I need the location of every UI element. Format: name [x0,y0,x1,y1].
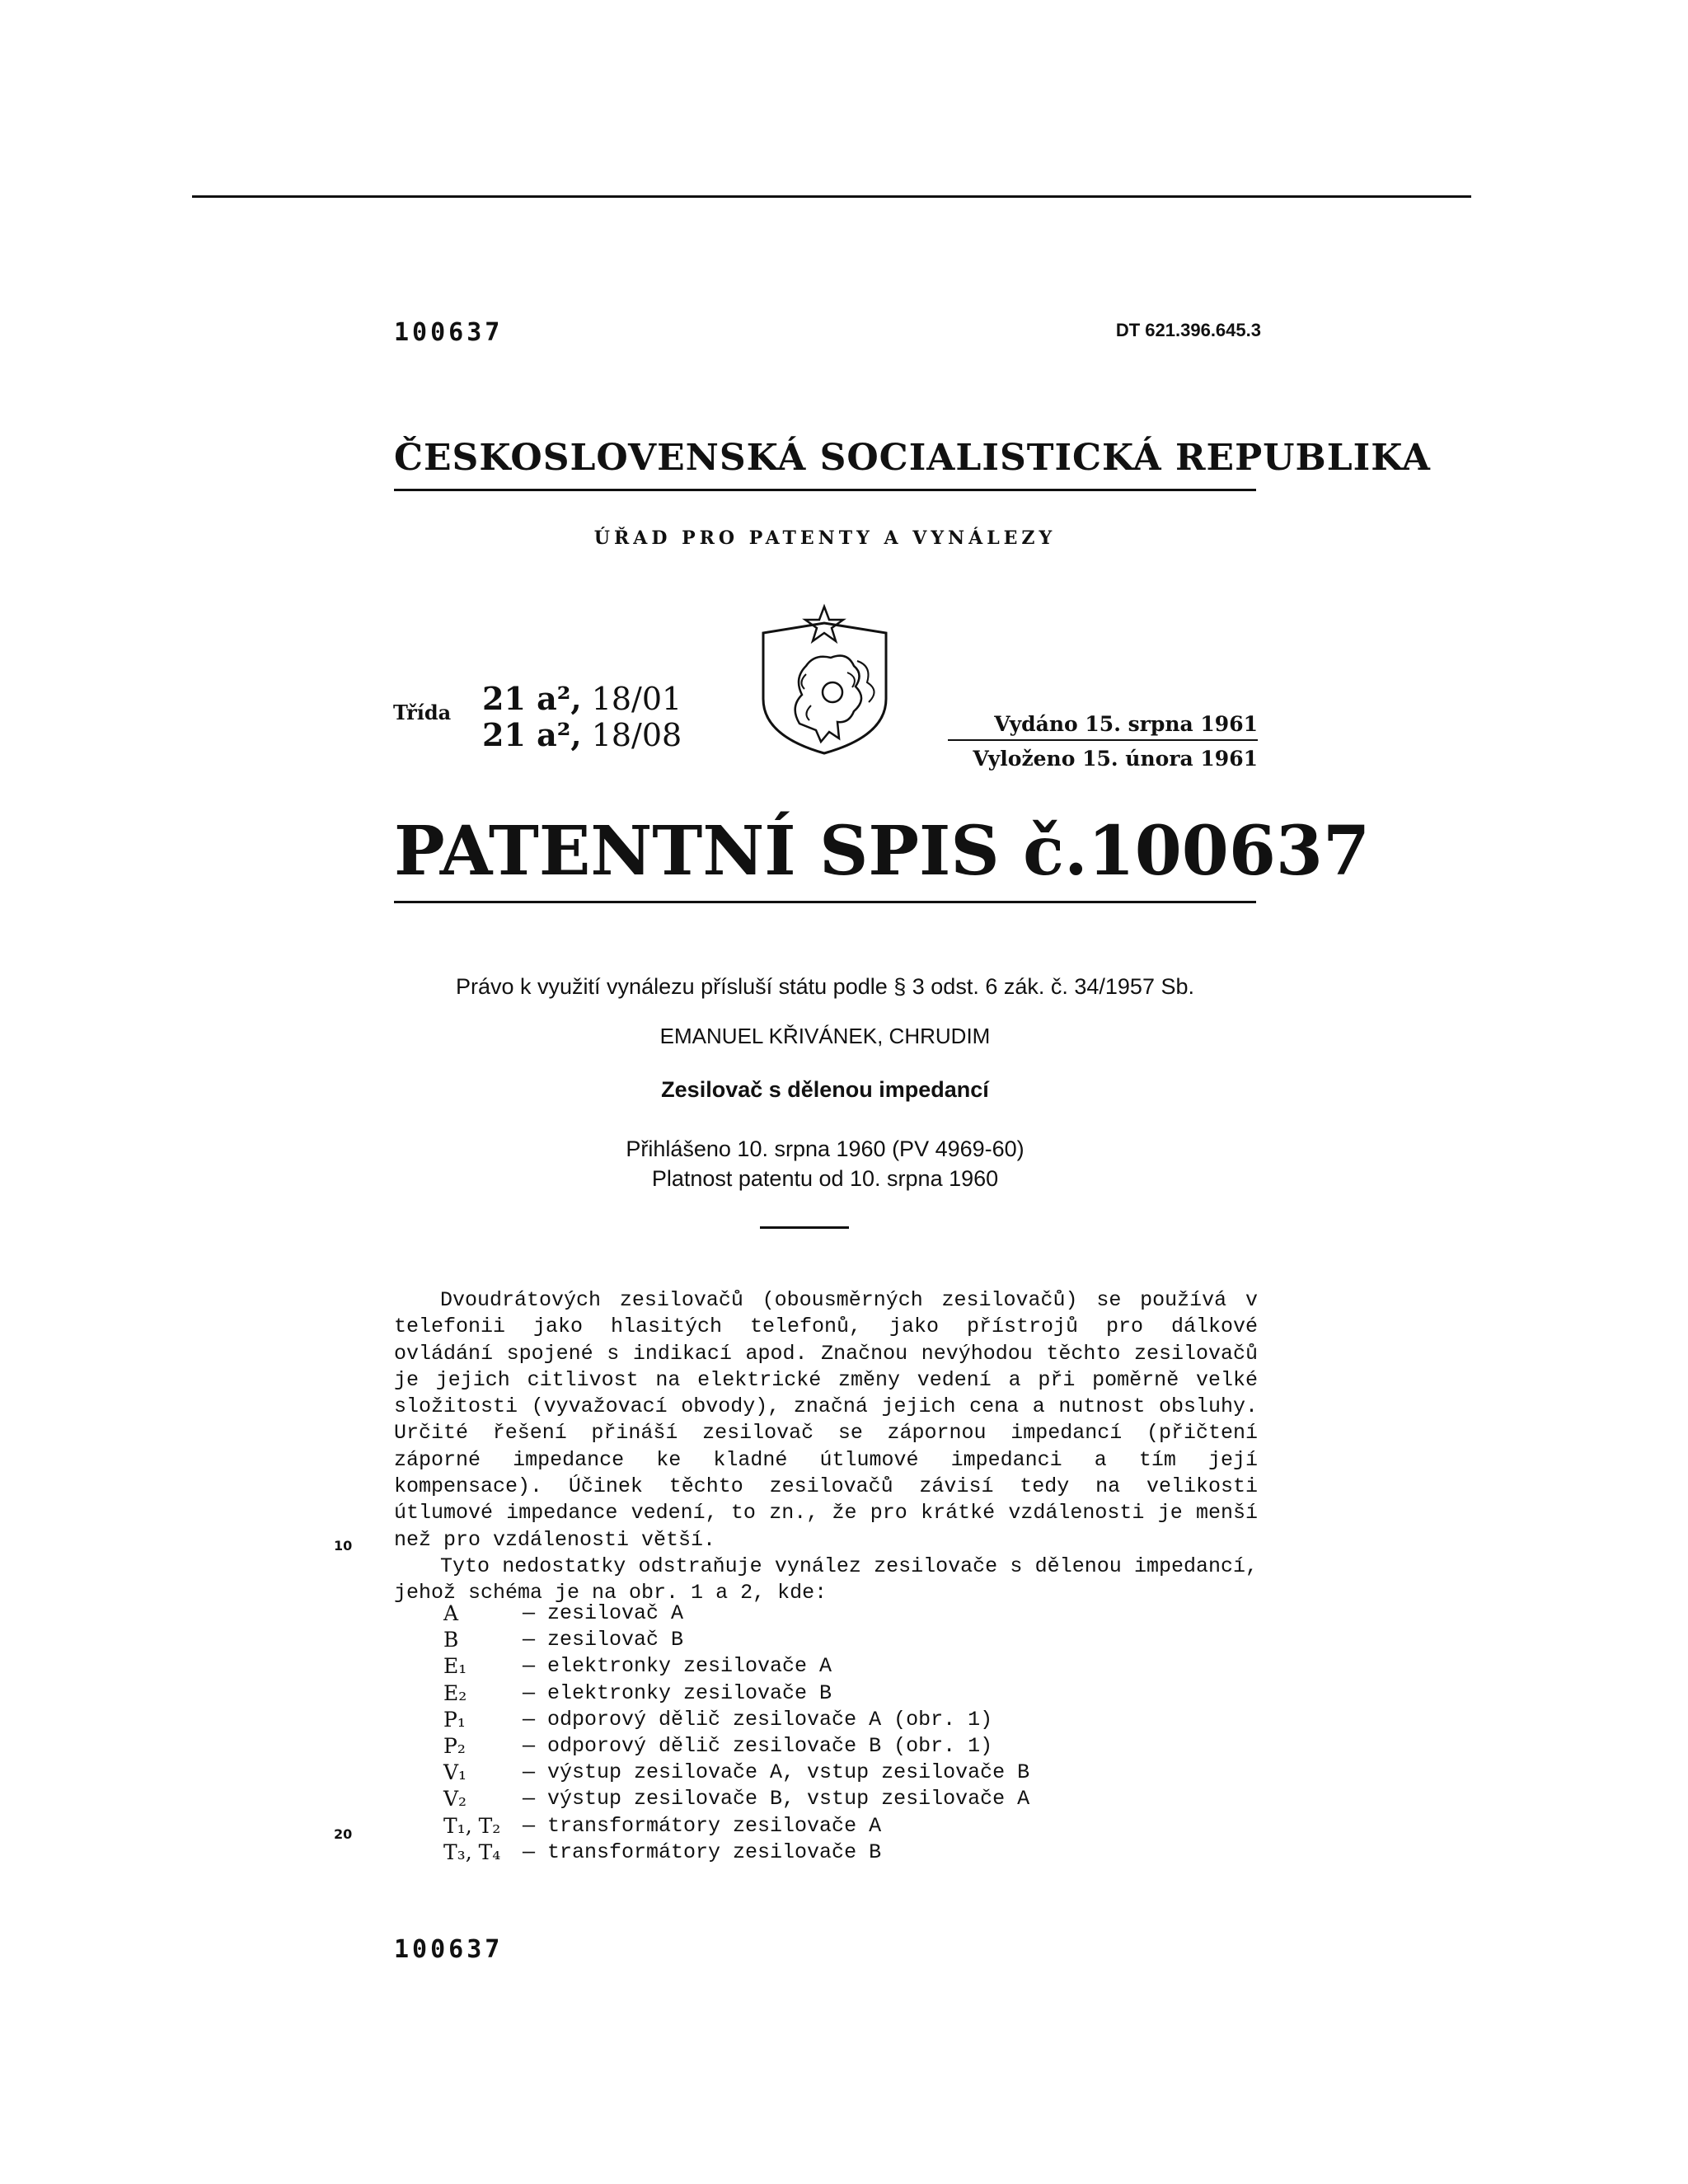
legend-row: V₁ — výstup zesilovače A, vstup zesilovače B [443,1760,1030,1785]
line-number: 10 [334,1538,353,1554]
line-number: 20 [334,1826,353,1842]
filing-info [394,1134,1256,1193]
class-entry: 21 a², 18/08 [482,716,682,753]
inventor-name: EMANUEL KŘIVÁNEK, CHRUDIM [659,1024,991,1048]
class-entry: 21 a², 18/01 [482,680,682,717]
patent-office-heading: ÚŘAD PRO PATENTY A VYNÁLEZY [593,527,1057,549]
issued-date: Vydáno 15. srpna 1961 [994,712,1258,736]
invention-title: Zesilovač s dělenou impedancí [661,1077,989,1102]
republic-heading: ČESKOSLOVENSKÁ SOCIALISTICKÁ REPUBLIKA [394,437,1431,479]
dates-rule [948,739,1258,741]
top-rule [192,195,1471,198]
section-divider [760,1226,849,1229]
publication-dates [948,707,1258,776]
symbol-legend [443,1601,1029,1866]
body-paragraph: Dvoudrátových zesilovačů (obousměrných zesilovačů) se používá v telefonii jako hlasitých telefonů, jako přístrojů pro dálkové ovládání spojené s indikací apod. Značnou nevýhodou těchto zesilovačů je jejich citlivost na elektrické změny vedení a při poměrně velké složitosti (vyvažovací obvody), značná jejich cena a nutnost obsluhy. Určité řešení přináší zesilovač se zápornou impedancí (přičtení záporné impedance ke kladné útlumové impedanci a tím její kompensace). Účinek těchto zesilovačů závisí tedy na velikosti útlumové impedance vedení, to zn., že pro krátké vzdálenosti je menší než pro vzdálenosti větší. [394,1288,1258,1552]
legend-row: T₃, T₄ — transformátory zesilovače B [443,1840,882,1864]
legend-row: P₁ — odporový dělič zesilovače A (obr. 1) [443,1707,993,1732]
legend-row: E₂ — elektronky zesilovače B [443,1680,832,1705]
legend-row: A — zesilovač A [443,1601,684,1625]
state-emblem-icon [757,600,893,757]
body-text [394,1287,1258,1607]
document-number-top: 100637 [394,318,504,347]
document-number-bottom: 100637 [394,1935,504,1964]
legend-row: B — zesilovač B [443,1628,684,1652]
patent-title-number: 100637 [1087,812,1371,891]
legend-row: E₁ — elektronky zesilovače A [443,1654,832,1679]
heading-rule [394,489,1256,491]
body-paragraph: Tyto nedostatky odstraňuje vynález zesilovače s dělenou impedancí, jehož schéma je na obr. 1 a 2, kde: [394,1554,1258,1605]
class-values [482,681,682,753]
title-rule [394,901,1256,903]
validity-date: Platnost patentu od 10. srpna 1960 [651,1166,999,1191]
class-label: Třída [393,701,452,724]
patent-title [394,812,1371,891]
dt-classification-code: DT 621.396.645.3 [1115,320,1261,340]
rights-statement: Právo k využití vynálezu přísluší státu podle § 3 odst. 6 zák. č. 34/1957 Sb. [456,974,1194,999]
legend-row: T₁, T₂ — transformátory zesilovače A [443,1813,882,1838]
legend-row: P₂ — odporový dělič zesilovače B (obr. 1) [443,1734,993,1759]
laid-out-date: Vyloženo 15. února 1961 [973,747,1258,771]
patent-title-prefix: PATENTNÍ SPIS č. [394,812,1088,891]
filed-date: Přihlášeno 10. srpna 1960 (PV 4969-60) [626,1137,1025,1161]
legend-row: V₂ — výstup zesilovače B, vstup zesilovače A [443,1787,1030,1811]
